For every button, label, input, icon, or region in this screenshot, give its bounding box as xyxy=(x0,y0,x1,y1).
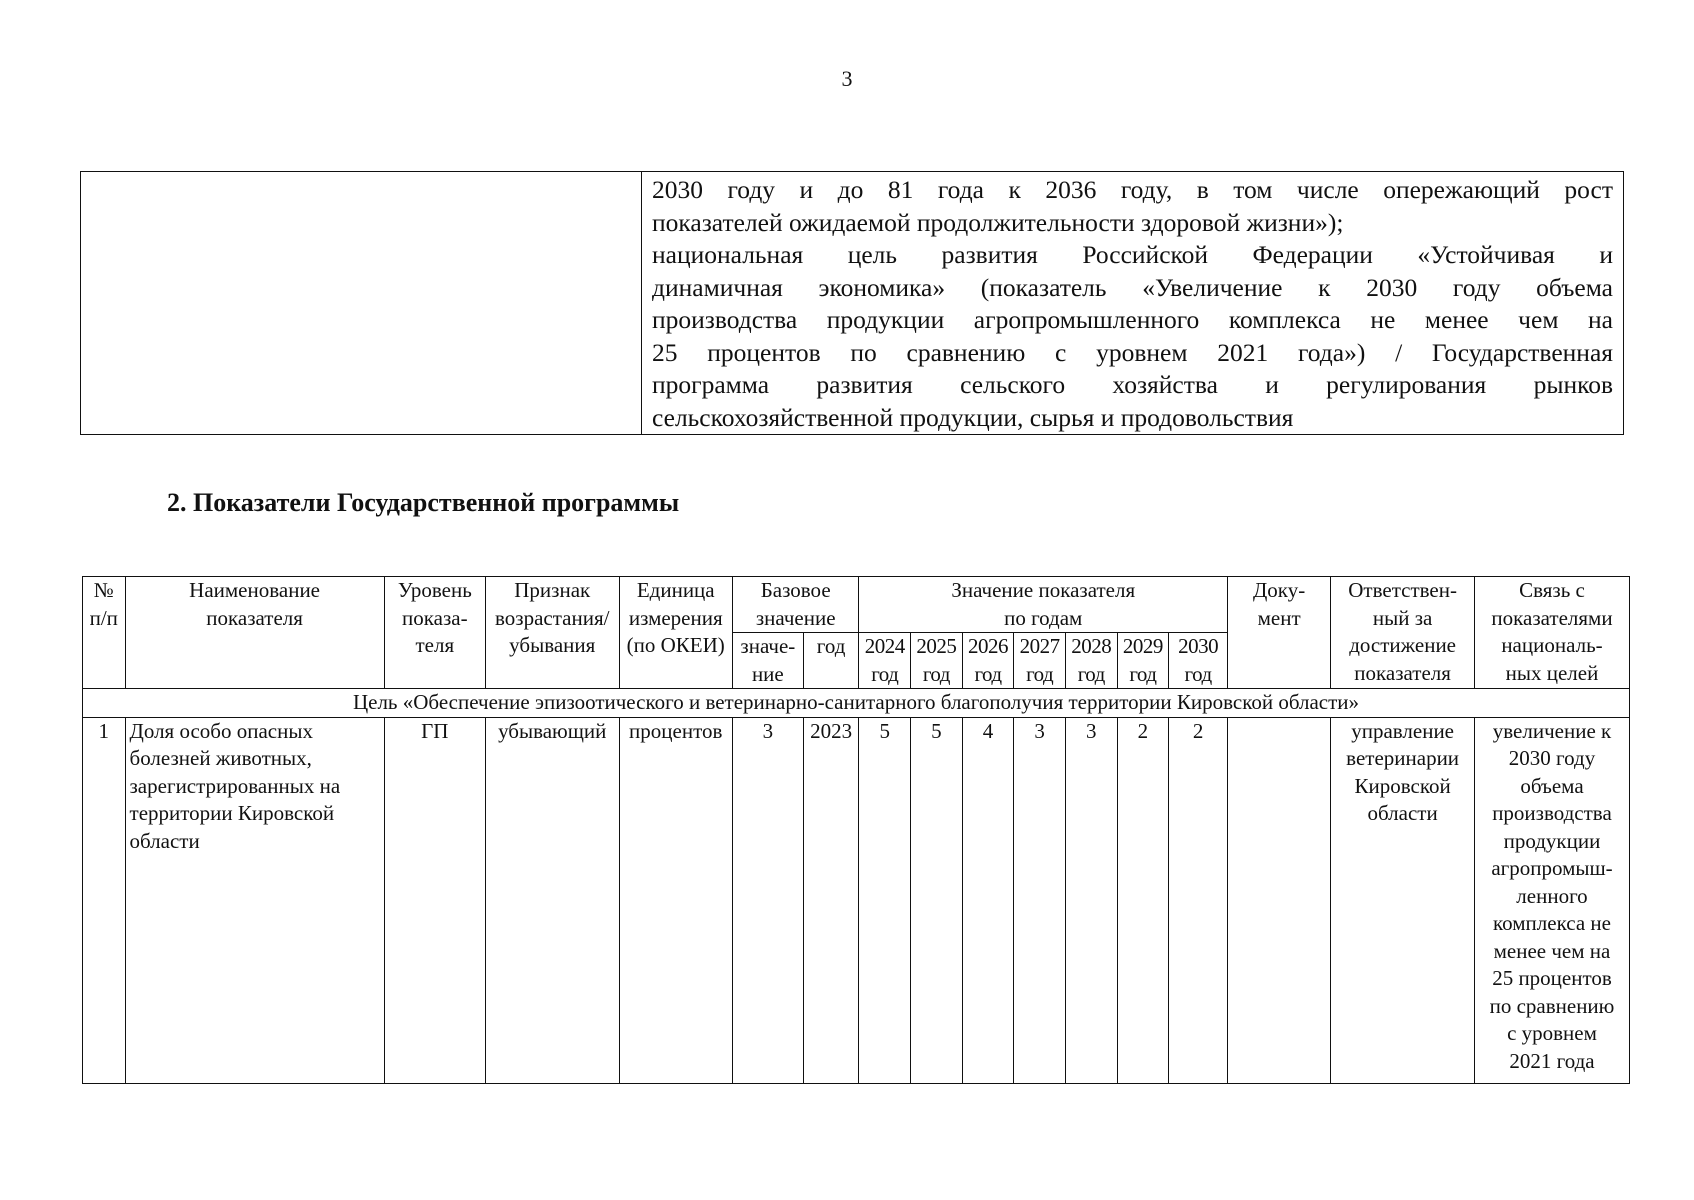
header-line: измерения xyxy=(628,605,723,630)
text-line: показателей ожидаемой продолжительности здоровой жизни»); xyxy=(652,207,1344,237)
text-line: 25 процентов по сравнению с уровнем 2021 года») / Государственная xyxy=(652,337,1613,367)
header-year-2030 xyxy=(1169,633,1228,689)
header-line: ный за xyxy=(1372,605,1433,630)
header-line: достижение xyxy=(1349,633,1456,657)
header-name xyxy=(125,577,384,689)
header-line: Ответствен- xyxy=(1348,578,1457,602)
header-line: ных целей xyxy=(1505,660,1599,685)
header-line: значе- xyxy=(740,634,796,658)
cell-responsible xyxy=(1331,717,1475,1083)
national-goals-cell xyxy=(642,172,1624,435)
cell-base-year: 2023 xyxy=(803,717,859,1083)
header-line: год xyxy=(1184,661,1212,686)
indicators-table xyxy=(82,576,1630,1084)
header-responsible xyxy=(1331,577,1475,689)
header-line: ние xyxy=(751,661,784,686)
header-line: 2024 xyxy=(864,634,905,658)
header-year-2026 xyxy=(962,633,1014,689)
cell-document xyxy=(1227,717,1330,1083)
header-line: (по ОКЕИ) xyxy=(626,633,725,657)
header-year-2028 xyxy=(1065,633,1117,689)
header-year-2029 xyxy=(1117,633,1169,689)
cell-line: Доля особо опасных xyxy=(129,718,313,743)
header-line: убывания xyxy=(509,633,596,657)
header-line: год xyxy=(1077,661,1105,686)
header-line: 2029 xyxy=(1122,634,1163,658)
cell-unit: процентов xyxy=(619,717,732,1083)
empty-cell xyxy=(81,172,642,435)
header-line: по годам xyxy=(1004,605,1083,630)
header-line: год xyxy=(871,661,899,686)
cell-year-2028: 3 xyxy=(1065,717,1117,1083)
continued-table xyxy=(80,171,1624,435)
cell-line: с уровнем xyxy=(1507,1021,1597,1045)
cell-name xyxy=(125,717,384,1083)
header-line: год xyxy=(1026,661,1054,686)
header-line: возрастания/ xyxy=(495,605,610,630)
header-base-value xyxy=(732,633,803,689)
cell-line: территории Кировской xyxy=(129,801,335,825)
cell-line: менее чем на xyxy=(1493,938,1611,963)
header-line: 2025 xyxy=(916,634,957,658)
header-line: мент xyxy=(1257,605,1301,630)
cell-year-2030: 2 xyxy=(1169,717,1228,1083)
cell-level: ГП xyxy=(384,717,485,1083)
header-year-2027 xyxy=(1014,633,1066,689)
header-base-year: год xyxy=(803,633,859,689)
header-values-by-year xyxy=(859,577,1228,633)
text-line: национальная цель развития Российской Федерации «Устойчивая и xyxy=(652,240,1613,269)
header-unit xyxy=(619,577,732,689)
cell-line: области xyxy=(129,828,200,853)
cell-line: продукции xyxy=(1503,828,1601,853)
text-line: динамичная экономика» (показатель «Увеличение к 2030 году объема xyxy=(652,272,1613,302)
header-line: 2030 xyxy=(1178,634,1219,658)
header-line: Базовое xyxy=(760,578,831,602)
header-num xyxy=(83,577,126,689)
section-heading: 2. Показатели Государственной программы xyxy=(167,488,680,517)
header-line: 2027 xyxy=(1019,634,1060,658)
text-line: 2030 году и до 81 года к 2036 году, в том числе опережающий рост xyxy=(652,175,1613,204)
header-line: Доку- xyxy=(1252,578,1306,602)
header-year-2025 xyxy=(911,633,963,689)
header-line: год xyxy=(922,661,950,686)
header-line: показателями xyxy=(1491,605,1613,630)
cell-line: 2021 года xyxy=(1509,1048,1595,1073)
cell-line: агропромыш- xyxy=(1491,856,1613,880)
header-line: год xyxy=(1129,661,1157,686)
header-line: Наименование xyxy=(189,578,321,602)
header-line: теля xyxy=(415,633,455,657)
cell-sign: убывающий xyxy=(485,717,619,1083)
header-line: Связь с xyxy=(1519,578,1585,602)
header-sign xyxy=(485,577,619,689)
header-line: № xyxy=(93,578,114,602)
cell-line: комплекса не xyxy=(1493,911,1611,935)
cell-line: 25 процентов xyxy=(1492,966,1612,990)
cell-line: производства xyxy=(1492,801,1612,825)
header-link xyxy=(1474,577,1629,689)
header-line: Значение показателя xyxy=(951,578,1136,602)
cell-year-2027: 3 xyxy=(1014,717,1066,1083)
header-line: год xyxy=(974,661,1002,686)
header-year-2024 xyxy=(859,633,911,689)
text-line: сельскохозяйственной продукции, сырья и продовольствия xyxy=(652,402,1294,432)
text-line: производства продукции агропромышленного комплекса не менее чем на xyxy=(652,305,1613,334)
cell-line: ленного xyxy=(1516,883,1588,908)
cell-num: 1 xyxy=(83,717,126,1083)
header-line: значение xyxy=(755,605,836,630)
cell-line: области xyxy=(1367,801,1438,825)
cell-line: 2030 году xyxy=(1508,746,1596,770)
header-line: 2028 xyxy=(1071,634,1112,658)
header-line: националь- xyxy=(1501,633,1603,657)
cell-year-2024: 5 xyxy=(859,717,911,1083)
cell-line: объема xyxy=(1520,773,1584,798)
cell-line: по сравнению xyxy=(1489,993,1615,1018)
cell-line: увеличение к xyxy=(1492,718,1612,743)
cell-year-2029: 2 xyxy=(1117,717,1169,1083)
header-line: Признак xyxy=(514,578,591,602)
header-line: показателя xyxy=(1354,660,1451,685)
cell-line: ветеринарии xyxy=(1346,746,1460,770)
cell-line: болезней животных, xyxy=(129,746,312,770)
header-line: п/п xyxy=(89,605,118,630)
header-level xyxy=(384,577,485,689)
page-number: 3 xyxy=(841,66,853,91)
cell-line: зарегистрированных на xyxy=(129,773,341,798)
cell-base-value: 3 xyxy=(732,717,803,1083)
header-base xyxy=(732,577,859,633)
header-line: показателя xyxy=(206,605,303,630)
cell-line: управление xyxy=(1351,718,1454,743)
cell-link xyxy=(1474,717,1629,1083)
cell-year-2026: 4 xyxy=(962,717,1014,1083)
header-line: Уровень xyxy=(397,578,472,602)
header-line: 2026 xyxy=(968,634,1009,658)
text-line: программа развития сельского хозяйства и регулирования рынков xyxy=(652,370,1613,399)
cell-year-2025: 5 xyxy=(911,717,963,1083)
header-document xyxy=(1227,577,1330,689)
goal-row: Цель «Обеспечение эпизоотического и ветеринарно-санитарного благополучия территории Кировской области» xyxy=(83,689,1630,718)
header-line: Единица xyxy=(636,578,715,602)
table-row xyxy=(83,717,1630,1083)
header-line: показа- xyxy=(402,605,468,630)
cell-line: Кировской xyxy=(1354,773,1451,798)
